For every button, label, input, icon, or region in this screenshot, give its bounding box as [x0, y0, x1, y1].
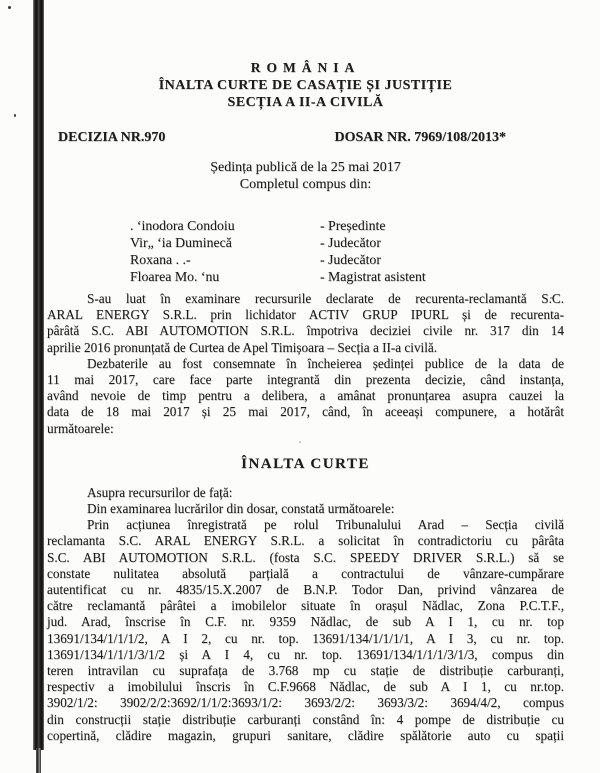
- text-line: 13691/134/1/1/1/2, A I 2, cu nr. top. 13691/134/1/1/1/1, A I 3, cu nr. top.: [47, 630, 564, 646]
- panel-row: [130, 234, 564, 251]
- panel-row: [130, 217, 564, 234]
- text-line: jud. Arad, înscrise în C.F. nr. 9359 Nădlac, de sub A I 1, cu nr. top: [47, 614, 564, 630]
- panel-row: [130, 268, 564, 285]
- paragraph-action-details: [47, 517, 564, 744]
- text-line: având nevoie de timp pentru a delibera, a amânat pronunțarea asupra cauzei la: [47, 388, 564, 404]
- session-block: [47, 159, 564, 193]
- text-line: S-au luat în examinare recursurile declarate de recurenta-reclamantă S.C.: [87, 291, 564, 306]
- text-line: Dezbaterile au fost consemnate în încheierea ședinței publice de la data de: [87, 355, 564, 371]
- text-line: Asupra recursurilor de față:: [87, 484, 233, 500]
- scan-binding-edge: [33, 0, 44, 750]
- text-line: către reclamantă pârâtei a imobilelor situate în orașul Nădlac, Zona P.C.T.F.,: [47, 598, 564, 614]
- text-line: aprilie 2016 pronunțată de Curtea de Apel Timișoara – Secția a II-a civilă.: [47, 339, 438, 355]
- text-line: S.C. ABI AUTOMOTION S.R.L. (fosta S.C. SPEEDY DRIVER S.R.L.) să se: [47, 549, 564, 565]
- judge-role: - Judecător: [320, 252, 381, 267]
- judge-name: Vir„ ‘ia Duminecă: [130, 235, 232, 250]
- scan-binding-edge-tail: [36, 748, 41, 773]
- text-line: 13691/134/1/1/1/3/1/2 și A I 4, cu nr. top. 13691/134/1/1/1/3/1/3, compus din: [47, 646, 564, 662]
- decision-number: DECIZIA NR.970: [58, 130, 166, 145]
- text-line: următoarele:: [47, 420, 114, 436]
- text-line: Din examinarea lucrărilor din dosar, constată următoarele:: [87, 501, 395, 517]
- session-date: Ședința publică de la 25 mai 2017: [210, 160, 401, 175]
- reference-numbers-row: [47, 130, 564, 146]
- text-line: copertină, clădire magazin, grupuri sanitare, clădire spălătorie auto cu spații: [47, 727, 564, 743]
- document-content: [47, 0, 564, 744]
- document-header: [47, 60, 564, 111]
- judge-role: - Magistrat asistent: [320, 269, 426, 284]
- scan-speck: [14, 114, 16, 117]
- header-court: ÎNALTA CURTE DE CASAȚIE ȘI JUSTIȚIE: [158, 78, 453, 93]
- scan-speck: [8, 6, 11, 9]
- panel-row: [130, 251, 564, 268]
- paragraph-debates: [47, 356, 564, 437]
- case-number: DOSAR NR. 7969/108/2013*: [334, 130, 506, 145]
- judge-name: Floarea Mo. ‘nu: [130, 269, 220, 284]
- text-line: reclamanta S.C. ARAL ENERGY S.R.L. a solicitat în contradictoriu cu pârâta: [47, 533, 564, 549]
- text-line: respectiv a imobilului înscris în C.F.9668 Nădlac, de sub A I 1, cu nr.top.: [47, 679, 564, 695]
- text-line: 3902/1/2: 3902/2/2:3692/1/1/2:3693/1/2: 3693/2/2: 3693/3/2: 3694/4/2, compus: [47, 695, 564, 711]
- text-line: ARAL ENERGY S.R.L. prin lichidator ACTIV GRUP IPURL și de recurenta-: [47, 307, 564, 323]
- judge-role: - Președinte: [320, 218, 386, 233]
- paragraph-appeals-intro: [47, 485, 564, 501]
- text-line: constate nulitatea absolută parțială a contractului de vânzare-cumpărare: [47, 565, 564, 581]
- header-country: ROMÂNIA: [250, 60, 361, 75]
- paragraph-findings-intro: [47, 501, 564, 517]
- text-line: pârâtă S.C. ABI AUTOMOTION S.R.L. împotriva deciziei civile nr. 317 din 14: [47, 323, 564, 339]
- header-section: SECȚIA A II-A CIVILĂ: [227, 95, 384, 110]
- text-line: teren intravilan cu suprafața de 3.768 mp cu stație de distribuție carburanți,: [47, 663, 564, 679]
- judge-name: Roxana . .-: [130, 252, 191, 267]
- text-line: data de 18 mai 2017 și 25 mai 2017, când, în aceeași compunere, a hotărât: [47, 404, 564, 420]
- court-heading: ÎNALTA CURTE: [241, 455, 370, 472]
- text-line: 11 mai 2017, care face parte integrantă din prezenta decizie, când instanța,: [47, 372, 564, 388]
- text-line: din construcții stație distribuție carburanți constând în: 4 pompe de distribuție cu: [47, 711, 564, 727]
- text-line: Prin acțiunea înregistrată pe rolul Tribunalului Arad – Secția civilă: [87, 517, 564, 533]
- panel-title: Completul compus din:: [239, 177, 372, 192]
- text-line: autentificat cu nr. 4835/15.X.2007 de B.N.P. Todor Dan, privind vânzarea de: [47, 582, 564, 598]
- judge-name: . ‘inodora Condoiu: [130, 218, 235, 233]
- paragraph-examination: [47, 291, 564, 356]
- judge-role: - Judecător: [320, 235, 381, 250]
- panel-list: [130, 217, 564, 285]
